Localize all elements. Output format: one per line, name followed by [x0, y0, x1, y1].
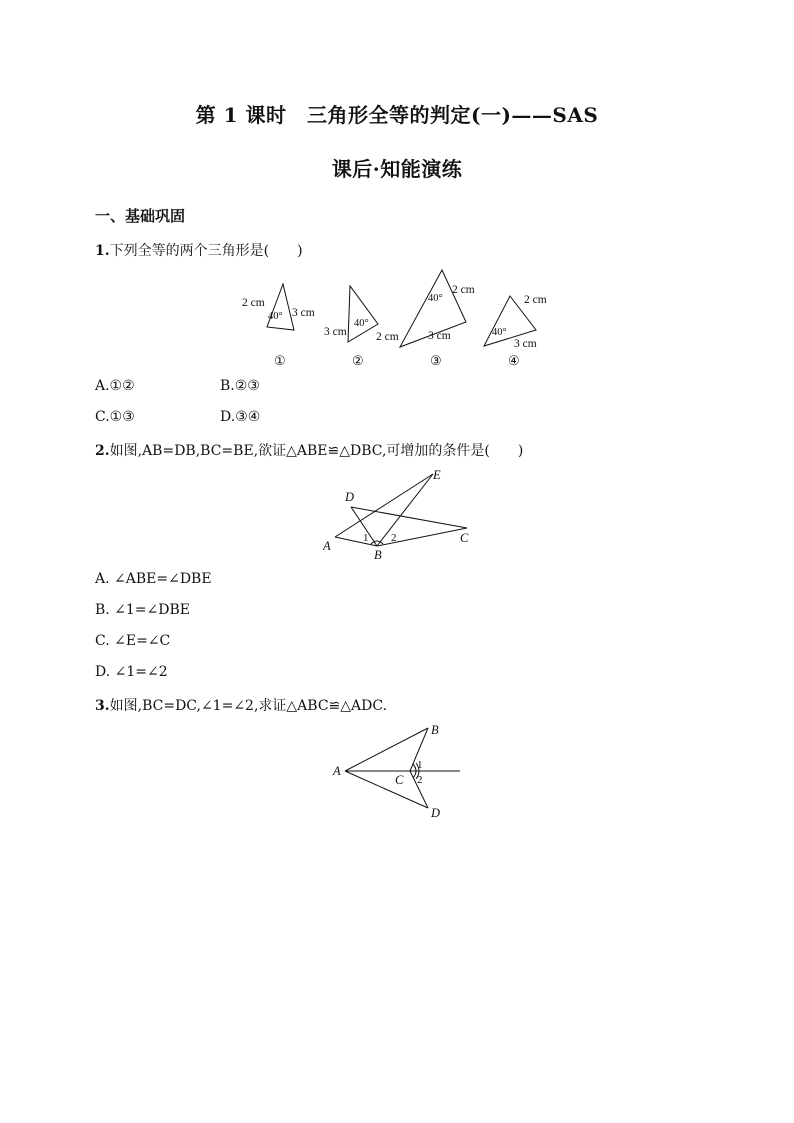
- fig1-t3-side-b: 3 cm: [428, 330, 451, 342]
- q2-option-a: A. ∠ABE=∠DBE: [95, 571, 212, 587]
- question-1-number: 1.: [95, 243, 110, 259]
- section-heading: 一、基础巩固: [95, 207, 186, 225]
- question-3-text: 如图,BC=DC,∠1=∠2,求证△ABC≌△ADC.: [109, 698, 388, 714]
- q3-point-b: B: [431, 723, 439, 737]
- fig1-t4-angle: 40°: [492, 327, 507, 338]
- marker-3: ③: [430, 353, 442, 368]
- q3-angle-1: 1: [417, 759, 423, 771]
- q2-point-a: A: [323, 539, 331, 553]
- question-2-number: 2.: [95, 443, 110, 459]
- q2-option-d: D. ∠1=∠2: [95, 664, 168, 680]
- fig1-t2-side-a: 3 cm: [324, 326, 347, 338]
- question-2-figure: [315, 462, 480, 564]
- fig1-t4-side-a: 2 cm: [524, 294, 547, 306]
- fig1-t1-side-b: 3 cm: [292, 307, 315, 319]
- question-1: [95, 240, 303, 260]
- question-3-number: 3.: [95, 698, 110, 714]
- q2-option-c: C. ∠E=∠C: [95, 633, 171, 649]
- q1-option-c: C.①③: [95, 409, 135, 425]
- fig1-t2-angle: 40°: [354, 318, 369, 329]
- question-3-figure: [325, 717, 470, 827]
- q1-option-a: A.①②: [95, 378, 135, 394]
- q2-angle-2: 2: [391, 532, 397, 544]
- q2-point-e: E: [433, 468, 441, 482]
- question-1-text: 下列全等的两个三角形是( ): [109, 243, 303, 259]
- q1-option-d: D.③④: [220, 409, 261, 425]
- question-3: [95, 695, 387, 715]
- fig1-t1-side-a: 2 cm: [242, 297, 265, 309]
- fig1-t1-angle: 40°: [268, 311, 283, 322]
- q3-angle-2: 2: [417, 774, 423, 786]
- triangle-2: [348, 286, 378, 342]
- page-title: 第 1 课时 三角形全等的判定(一)——SAS: [195, 103, 599, 127]
- triangle-1: [267, 284, 294, 330]
- q2-option-b: B. ∠1=∠DBE: [95, 602, 191, 618]
- page-subtitle: 课后·知能演练: [331, 157, 463, 181]
- q2-angle-1: 1: [363, 532, 369, 544]
- q2-point-d: D: [345, 490, 355, 504]
- q2-point-c: C: [460, 531, 469, 545]
- question-2: [95, 440, 523, 460]
- fig1-t3-side-a: 2 cm: [452, 284, 475, 296]
- q1-option-b: B.②③: [220, 378, 260, 394]
- marker-1: ①: [274, 353, 286, 368]
- q3-point-a: A: [333, 764, 341, 778]
- fig1-t3-angle: 40°: [428, 293, 443, 304]
- fig1-t4-side-b: 3 cm: [514, 338, 537, 350]
- question-2-text: 如图,AB=DB,BC=BE,欲证△ABE≌△DBC,可增加的条件是( ): [109, 443, 524, 459]
- q2-point-b: B: [374, 548, 382, 562]
- marker-2: ②: [352, 353, 364, 368]
- marker-4: ④: [508, 353, 520, 368]
- q3-point-c: C: [395, 773, 404, 787]
- q3-point-d: D: [431, 806, 441, 820]
- question-1-figure: [230, 262, 560, 370]
- fig1-t2-side-b: 2 cm: [376, 331, 399, 343]
